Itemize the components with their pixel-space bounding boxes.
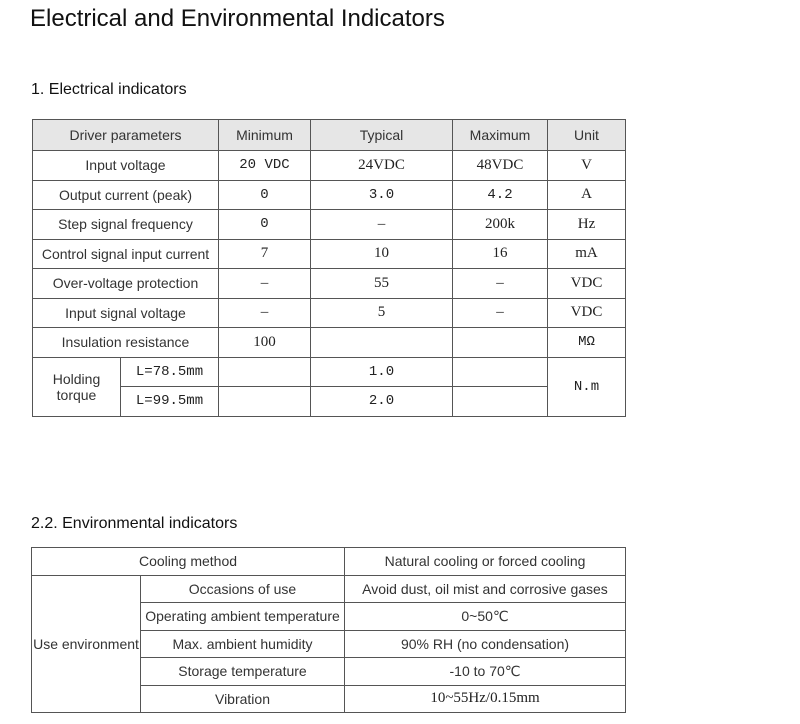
holding-torque-unit: N.m bbox=[548, 357, 626, 416]
max-cell: 4.2 bbox=[453, 180, 548, 210]
electrical-indicators-table bbox=[32, 119, 626, 417]
unit-cell: MΩ bbox=[548, 328, 626, 358]
max-cell bbox=[453, 387, 548, 417]
param-cell: Control signal input current bbox=[33, 239, 219, 269]
param-cell: Input voltage bbox=[33, 151, 219, 181]
table-row bbox=[33, 239, 626, 269]
table-row bbox=[33, 151, 626, 181]
min-cell bbox=[219, 357, 311, 387]
section-title-environmental: 2.2. Environmental indicators bbox=[31, 515, 238, 532]
max-cell bbox=[453, 357, 548, 387]
min-cell bbox=[219, 387, 311, 417]
unit-cell: mA bbox=[548, 239, 626, 269]
env-label-cell: Storage temperature bbox=[141, 658, 345, 686]
table-row bbox=[32, 548, 626, 576]
typ-cell: – bbox=[311, 210, 453, 240]
header-cell: Minimum bbox=[219, 120, 311, 151]
unit-cell: V bbox=[548, 151, 626, 181]
table-row bbox=[32, 575, 626, 603]
env-value-cell: 90% RH (no condensation) bbox=[345, 630, 626, 658]
max-cell: 48VDC bbox=[453, 151, 548, 181]
max-cell bbox=[453, 328, 548, 358]
typ-cell: 3.0 bbox=[311, 180, 453, 210]
param-cell: Insulation resistance bbox=[33, 328, 219, 358]
max-cell: 16 bbox=[453, 239, 548, 269]
table-row bbox=[33, 210, 626, 240]
page-title: Electrical and Environmental Indicators bbox=[30, 5, 445, 32]
header-cell: Maximum bbox=[453, 120, 548, 151]
env-label-cell: Operating ambient temperature bbox=[141, 603, 345, 631]
env-value-cell: 0~50℃ bbox=[345, 603, 626, 631]
min-cell: 7 bbox=[219, 239, 311, 269]
unit-cell: VDC bbox=[548, 269, 626, 299]
length-cell: L=99.5mm bbox=[121, 387, 219, 417]
length-cell: L=78.5mm bbox=[121, 357, 219, 387]
typ-cell: 24VDC bbox=[311, 151, 453, 181]
env-label-cell: Occasions of use bbox=[141, 575, 345, 603]
min-cell: – bbox=[219, 298, 311, 328]
typ-cell: 2.0 bbox=[311, 387, 453, 417]
env-value-cell: 10~55Hz/0.15mm bbox=[345, 685, 626, 713]
param-cell: Step signal frequency bbox=[33, 210, 219, 240]
min-cell: 20 VDC bbox=[219, 151, 311, 181]
unit-cell: A bbox=[548, 180, 626, 210]
typ-cell: 1.0 bbox=[311, 357, 453, 387]
env-value-cell: Avoid dust, oil mist and corrosive gases bbox=[345, 575, 626, 603]
holding-torque-label: Holding torque bbox=[33, 357, 121, 416]
typ-cell bbox=[311, 328, 453, 358]
table-row bbox=[33, 387, 626, 417]
header-cell: Unit bbox=[548, 120, 626, 151]
header-cell: Typical bbox=[311, 120, 453, 151]
typ-cell: 10 bbox=[311, 239, 453, 269]
min-cell: 0 bbox=[219, 180, 311, 210]
param-cell: Over-voltage protection bbox=[33, 269, 219, 299]
typ-cell: 5 bbox=[311, 298, 453, 328]
table-header-row bbox=[33, 120, 626, 151]
table-row bbox=[33, 298, 626, 328]
table-row bbox=[33, 269, 626, 299]
use-environment-label: Use environment bbox=[32, 575, 141, 713]
cooling-method-label: Cooling method bbox=[32, 548, 345, 576]
typ-cell: 55 bbox=[311, 269, 453, 299]
max-cell: – bbox=[453, 298, 548, 328]
param-cell: Input signal voltage bbox=[33, 298, 219, 328]
environmental-indicators-table bbox=[31, 547, 626, 713]
section-title-electrical: 1. Electrical indicators bbox=[31, 81, 187, 98]
max-cell: 200k bbox=[453, 210, 548, 240]
unit-cell: VDC bbox=[548, 298, 626, 328]
unit-cell: Hz bbox=[548, 210, 626, 240]
table-row bbox=[33, 328, 626, 358]
header-cell: Driver parameters bbox=[33, 120, 219, 151]
cooling-method-value: Natural cooling or forced cooling bbox=[345, 548, 626, 576]
env-label-cell: Vibration bbox=[141, 685, 345, 713]
param-cell: Output current (peak) bbox=[33, 180, 219, 210]
min-cell: 0 bbox=[219, 210, 311, 240]
table-row bbox=[33, 180, 626, 210]
min-cell: – bbox=[219, 269, 311, 299]
env-label-cell: Max. ambient humidity bbox=[141, 630, 345, 658]
min-cell: 100 bbox=[219, 328, 311, 358]
table-row bbox=[33, 357, 626, 387]
env-value-cell: -10 to 70℃ bbox=[345, 658, 626, 686]
max-cell: – bbox=[453, 269, 548, 299]
